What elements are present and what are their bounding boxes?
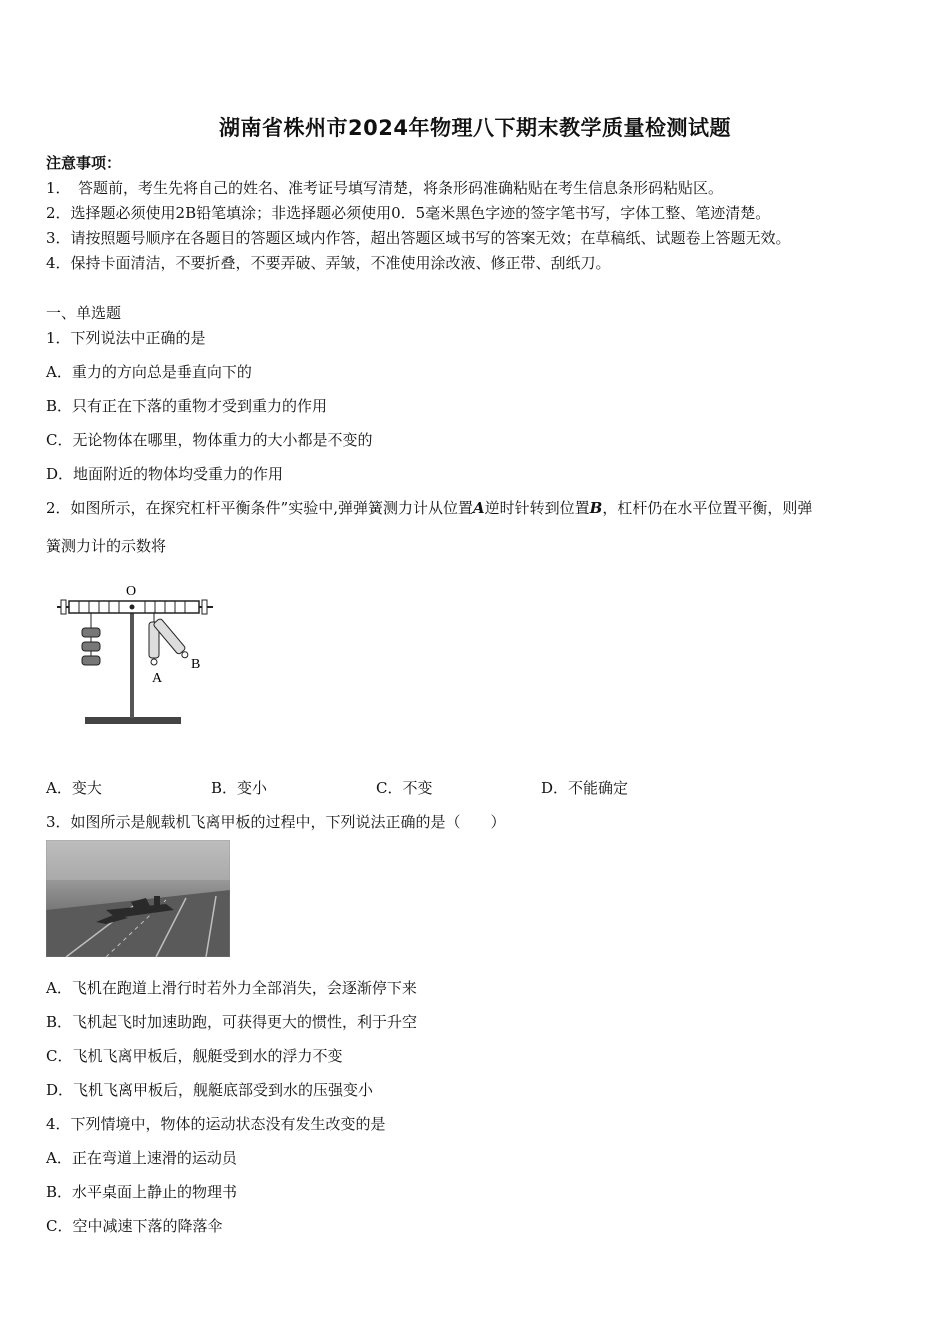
q4-option-a: A．正在弯道上速滑的运动员 [46, 1149, 237, 1167]
q2-option-b: B．变小 [211, 779, 268, 797]
notice-item: 3．请按照题号顺序在各题目的答题区域内作答，超出答题区域书写的答案无效；在草稿纸、试题卷上答题无效。 [46, 229, 791, 247]
q2-option-a: A．变大 [46, 779, 102, 797]
notice-item: 2．选择题必须使用2B铅笔填涂；非选择题必须使用0．5毫米黑色字迹的签字笔书写，字体工整、笔迹清楚。 [46, 204, 771, 222]
q2-stem-part: ，杠杆仍在水平位置平衡，则弹 [602, 499, 813, 517]
stand-post [130, 610, 134, 718]
q3-option-d: D．飞机飞离甲板后，舰艇底部受到水的压强变小 [46, 1081, 374, 1099]
q2-label-a: A [472, 499, 485, 517]
q3-option-c: C．飞机飞离甲板后，舰艇受到水的浮力不变 [46, 1047, 343, 1065]
q2-label-b: B [589, 499, 603, 517]
q2-stem-line2: 簧测力计的示数将 [46, 537, 167, 555]
carrier-photo [46, 840, 230, 957]
q3-option-b: B．飞机起飞时加速助跑，可获得更大的惯性，利于升空 [46, 1013, 418, 1031]
q3-stem: 3．如图所示是舰载机飞离甲板的过程中，下列说法正确的是（ ） [46, 813, 506, 831]
balance-nut-right [202, 600, 207, 614]
q1-option-a: A．重力的方向总是垂直向下的 [46, 363, 252, 381]
position-b-label: B [191, 657, 201, 672]
weight [82, 656, 100, 665]
pivot-label: O [126, 584, 137, 599]
lever-figure [55, 580, 225, 730]
balance-nut-left [61, 600, 66, 614]
q4-option-c: C．空中减速下落的降落伞 [46, 1217, 223, 1235]
pivot [130, 605, 135, 610]
q1-option-d: D．地面附近的物体均受重力的作用 [46, 465, 284, 483]
q2-stem-part: 2．如图所示，在探究杠杆平衡条件”实验中,弹弹簧测力计从位置 [46, 499, 473, 517]
page-title: 湖南省株州市2024年物理八下期末教学质量检测试题 [219, 116, 731, 140]
section-heading: 一、单选题 [46, 304, 122, 322]
q2-stem-line1 [46, 497, 812, 518]
q4-option-b: B．水平桌面上静止的物理书 [46, 1183, 238, 1201]
position-a-label: A [152, 671, 163, 686]
q1-option-c: C．无论物体在哪里，物体重力的大小都是不变的 [46, 431, 373, 449]
stand-base [85, 717, 181, 724]
weight [82, 628, 100, 637]
q3-option-a: A．飞机在跑道上滑行时若外力全部消失，会逐渐停下来 [46, 979, 417, 997]
q4-stem: 4．下列情境中，物体的运动状态没有发生改变的是 [46, 1115, 386, 1133]
weight [82, 642, 100, 651]
q2-stem-part: 逆时针转到位置 [484, 499, 590, 517]
notice-item: 1． 答题前，考生先将自己的姓名、准考证号填写清楚，将条形码准确粘贴在考生信息条形码粘贴区。 [46, 179, 724, 197]
q1-option-b: B．只有正在下落的重物才受到重力的作用 [46, 397, 328, 415]
q2-option-d: D．不能确定 [541, 779, 629, 797]
q2-option-c: C．不变 [376, 779, 433, 797]
notice-heading: 注意事项： [46, 154, 122, 172]
q1-stem: 1．下列说法中正确的是 [46, 329, 206, 347]
notice-item: 4．保持卡面清洁，不要折叠，不要弄破、弄皱，不准使用涂改液、修正带、刮纸刀。 [46, 254, 611, 272]
